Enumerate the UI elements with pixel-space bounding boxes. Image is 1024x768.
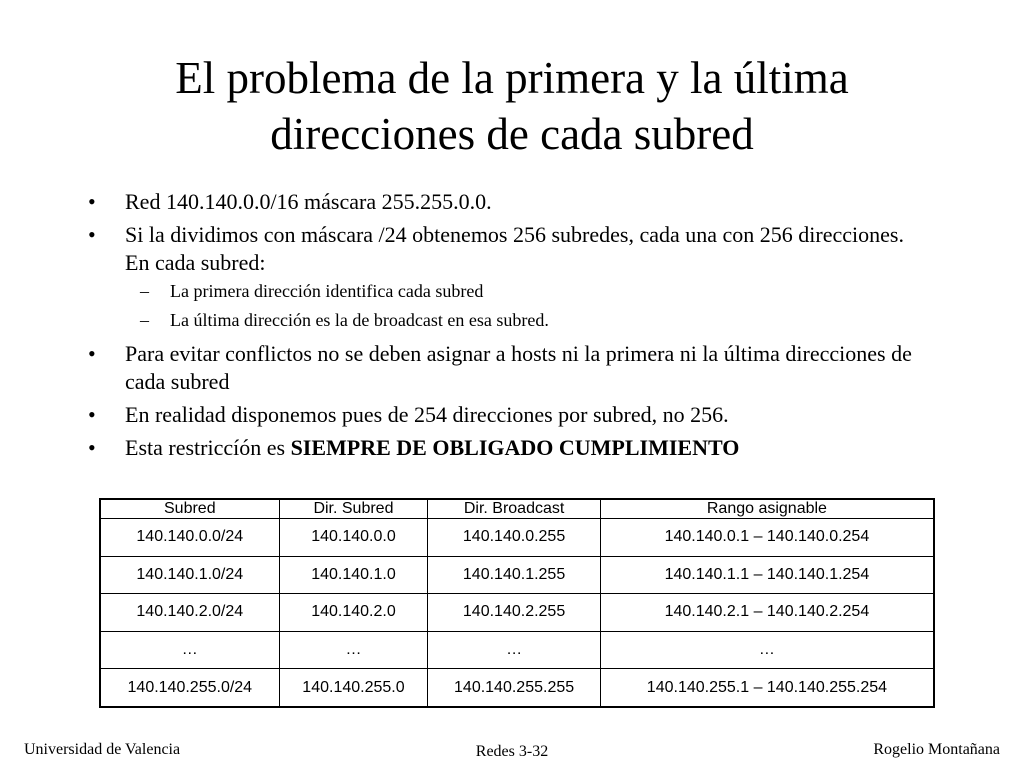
footer-university: Universidad de Valencia	[24, 741, 181, 758]
cell-dir-broadcast: 140.140.255.255	[428, 669, 601, 708]
cell-subred: 140.140.1.0/24	[100, 556, 279, 594]
bullet-text-emphasis: SIEMPRE DE OBLIGADO CUMPLIMIENTO	[290, 435, 740, 460]
bullet-item	[88, 401, 928, 429]
slide-title-line-1: El problema de la primera y la última	[175, 53, 849, 103]
sub-bullet-item	[88, 309, 928, 331]
bullet-marker: •	[88, 402, 96, 427]
sub-bullet-text: La última dirección es la de broadcast en esa subred.	[170, 310, 549, 330]
bullet-marker: •	[88, 222, 96, 247]
sub-bullet-marker: –	[140, 281, 149, 301]
table-row	[100, 519, 934, 557]
table-header-row	[100, 499, 934, 519]
sub-bullet-marker: –	[140, 310, 149, 330]
sub-bullet-text: La primera dirección identifica cada subred	[170, 281, 484, 301]
bullet-marker: •	[88, 341, 96, 366]
bullet-text: Red 140.140.0.0/16 máscara 255.255.0.0.	[125, 189, 492, 214]
column-header-dir-broadcast: Dir. Broadcast	[428, 499, 601, 519]
slide-title-line-2: direcciones de cada subred	[270, 109, 754, 159]
bullet-list	[88, 188, 928, 467]
cell-rango: 140.140.2.1 – 140.140.2.254	[600, 594, 934, 632]
cell-rango: …	[600, 631, 934, 669]
table-row	[100, 594, 934, 632]
cell-subred: …	[100, 631, 279, 669]
cell-dir-subred: 140.140.1.0	[279, 556, 428, 594]
cell-dir-subred: 140.140.0.0	[279, 519, 428, 557]
cell-dir-broadcast: 140.140.1.255	[428, 556, 601, 594]
bullet-item	[88, 188, 928, 216]
cell-dir-subred: 140.140.255.0	[279, 669, 428, 708]
bullet-item	[88, 340, 928, 396]
bullet-item	[88, 434, 928, 462]
bullet-text: Si la dividimos con máscara /24 obtenemos 256 subredes, cada una con 256 direcciones. En cada subred:	[125, 222, 904, 275]
subnet-table	[99, 498, 935, 708]
bullet-marker: •	[88, 189, 96, 214]
cell-rango: 140.140.255.1 – 140.140.255.254	[600, 669, 934, 708]
cell-dir-broadcast: 140.140.0.255	[428, 519, 601, 557]
cell-dir-broadcast: 140.140.2.255	[428, 594, 601, 632]
table-row	[100, 631, 934, 669]
cell-dir-subred: 140.140.2.0	[279, 594, 428, 632]
slide-title	[0, 50, 1024, 162]
cell-subred: 140.140.255.0/24	[100, 669, 279, 708]
bullet-marker: •	[88, 435, 96, 460]
column-header-subred: Subred	[100, 499, 279, 519]
sub-bullet-item	[88, 280, 928, 302]
table-row	[100, 669, 934, 708]
cell-subred: 140.140.0.0/24	[100, 519, 279, 557]
cell-rango: 140.140.0.1 – 140.140.0.254	[600, 519, 934, 557]
column-header-dir-subred: Dir. Subred	[279, 499, 428, 519]
table-row	[100, 556, 934, 594]
bullet-text: En realidad disponemos pues de 254 direcciones por subred, no 256.	[125, 402, 729, 427]
footer-slide-number: Redes 3-32	[475, 743, 549, 760]
bullet-text-prefix: Esta restriccíón es	[125, 435, 291, 460]
cell-rango: 140.140.1.1 – 140.140.1.254	[600, 556, 934, 594]
bullet-item	[88, 221, 928, 277]
cell-dir-broadcast: …	[428, 631, 601, 669]
footer-author: Rogelio Montañana	[873, 741, 1000, 758]
column-header-rango-asignable: Rango asignable	[600, 499, 934, 519]
cell-dir-subred: …	[279, 631, 428, 669]
cell-subred: 140.140.2.0/24	[100, 594, 279, 632]
bullet-text: Para evitar conflictos no se deben asignar a hosts ni la primera ni la última direcciones de cada subred	[125, 341, 912, 394]
